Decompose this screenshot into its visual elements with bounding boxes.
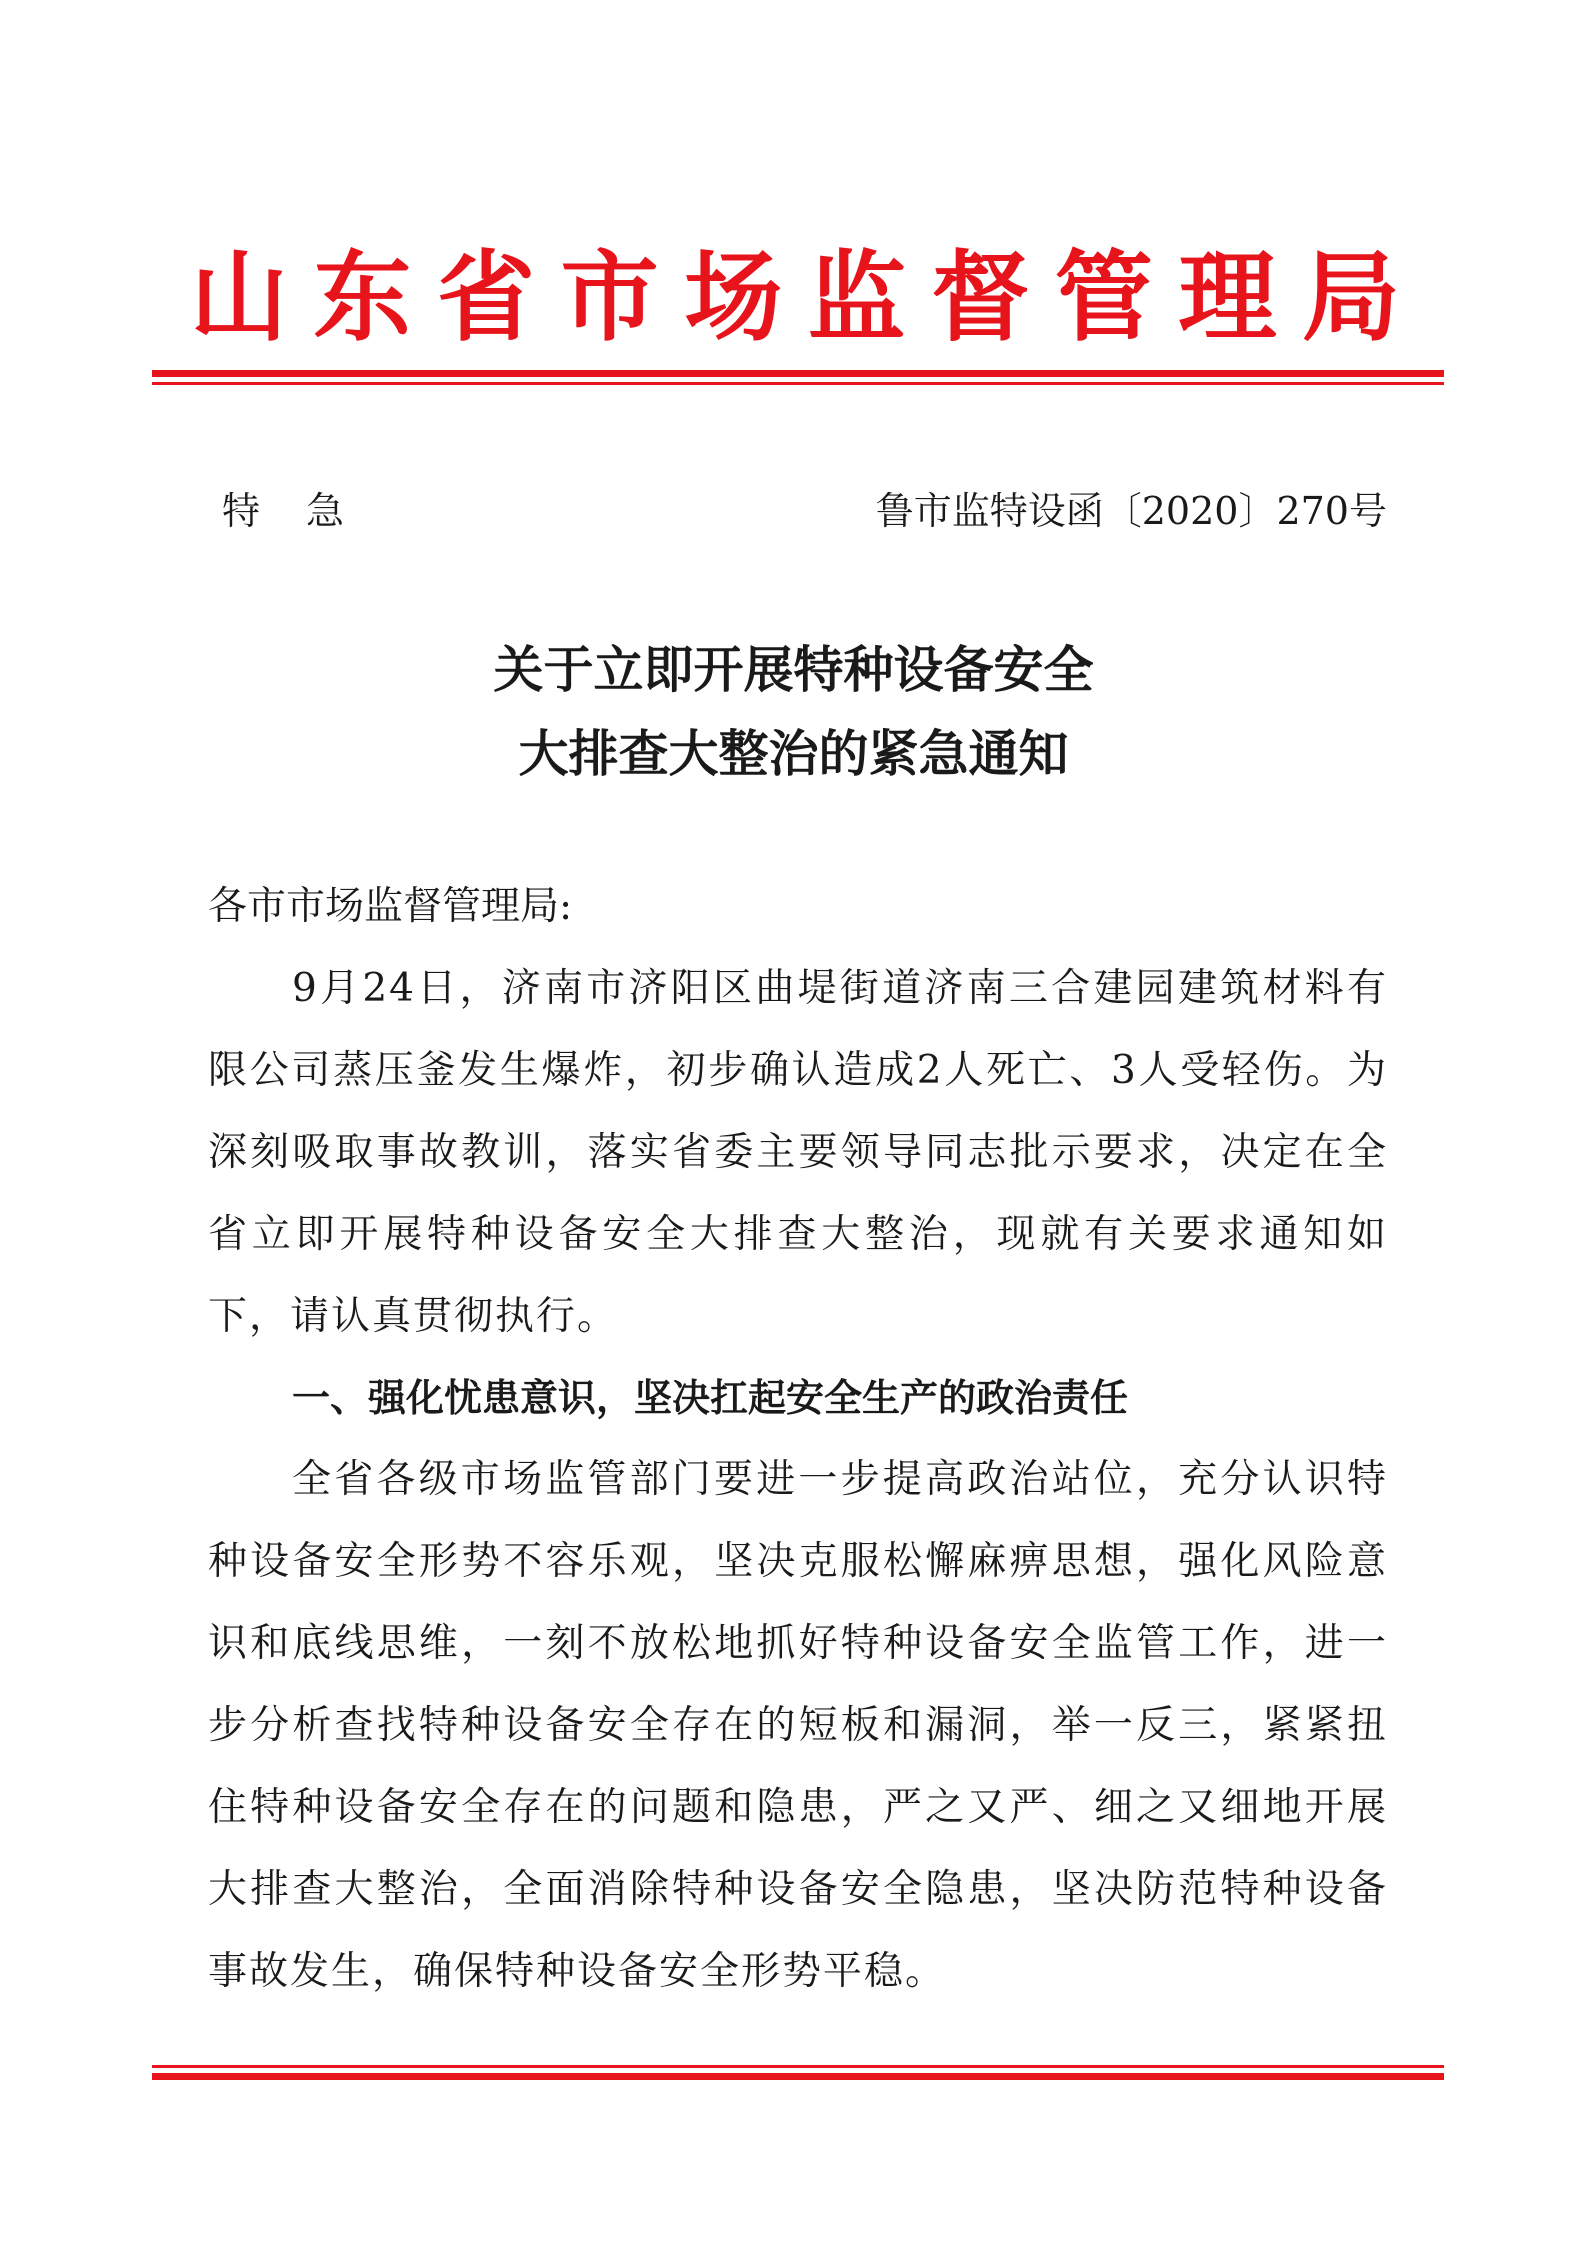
title-line-1: 关于立即开展特种设备安全	[493, 641, 1094, 699]
top-red-rule-thin	[152, 382, 1444, 385]
urgency-label: 特急	[222, 489, 391, 533]
title-line-2: 大排查大整治的紧急通知	[518, 725, 1069, 783]
section-1-paragraph: 全省各级市场监管部门要进一步提高政治站位，充分认识特种设备安全形势不容乐观，坚决克服松懈麻痹思想，强化风险意识和底线思维，一刻不放松地抓好特种设备安全监管工作，进一步分析查找特种设备安全存在的短板和漏洞，举一反三，紧紧扭住特种设备安全存在的问题和隐患，严之又严、细之又细地开展大排查大整治，全面消除特种设备安全隐患，坚决防范特种设备事故发生，确保特种设备安全形势平稳。	[208, 1457, 1388, 1994]
bottom-red-rule-thin	[152, 2065, 1444, 2068]
document-title	[0, 628, 1587, 796]
top-red-rule-thick	[152, 370, 1444, 377]
intro-paragraph: 9月24日，济南市济阳区曲堤街道济南三合建园建筑材料有限公司蒸压釜发生爆炸，初步确认造成2人死亡、3人受轻伤。为深刻吸取事故教训，落实省委主要领导同志批示要求，决定在全省立即开展特种设备安全大排查大整治，现就有关要求通知如下，请认真贯彻执行。	[208, 966, 1388, 1339]
bottom-red-rule-thick	[152, 2073, 1444, 2080]
document-number: 鲁市监特设函〔2020〕270号	[875, 489, 1387, 533]
issuer-masthead: 山东省市场监督管理局	[190, 241, 1400, 355]
section-1-heading: 一、强化忧患意识，坚决扛起安全生产的政治责任	[292, 1376, 1129, 1420]
addressee: 各市市场监督管理局:	[208, 884, 573, 929]
